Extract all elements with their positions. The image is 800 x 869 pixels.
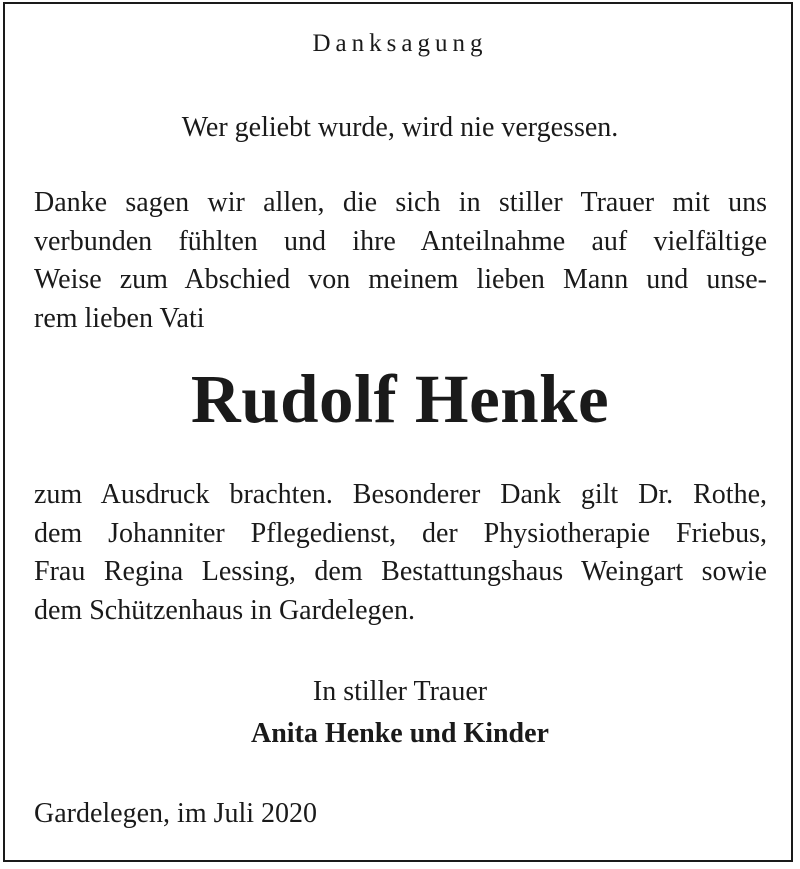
- paragraph-line: dem Schützenhaus in Gardelegen.: [34, 594, 415, 626]
- paragraph-line: verbunden fühlten und ihre Anteilnahme auf vielfältige: [34, 225, 767, 257]
- paragraph-line: rem lieben Vati: [34, 302, 205, 334]
- signature-intro: In stiller Trauer: [312, 676, 488, 707]
- deceased-name: Rudolf Henke: [190, 361, 610, 437]
- acknowledgement-paragraph: [34, 476, 767, 630]
- signature-names: Anita Henke und Kinder: [251, 718, 549, 749]
- paragraph-line: Frau Regina Lessing, dem Bestattungshaus Weingart sowie: [34, 556, 767, 587]
- notice-motto: Wer geliebt wurde, wird nie vergessen.: [181, 112, 619, 143]
- paragraph-line: Danke sagen wir allen, die sich in stiller Trauer mit uns: [34, 187, 767, 218]
- place-date: Gardelegen, im Juli 2020: [34, 798, 318, 829]
- paragraph-line: zum Ausdruck brachten. Besonderer Dank gilt Dr. Rothe,: [34, 479, 767, 510]
- paragraph-line: Weise zum Abschied von meinem lieben Mann und unse-: [34, 264, 767, 295]
- paragraph-line: dem Johanniter Pflegedienst, der Physiotherapie Friebus,: [34, 517, 767, 549]
- thanks-paragraph: [34, 184, 767, 338]
- notice-heading: Danksagung: [312, 30, 488, 57]
